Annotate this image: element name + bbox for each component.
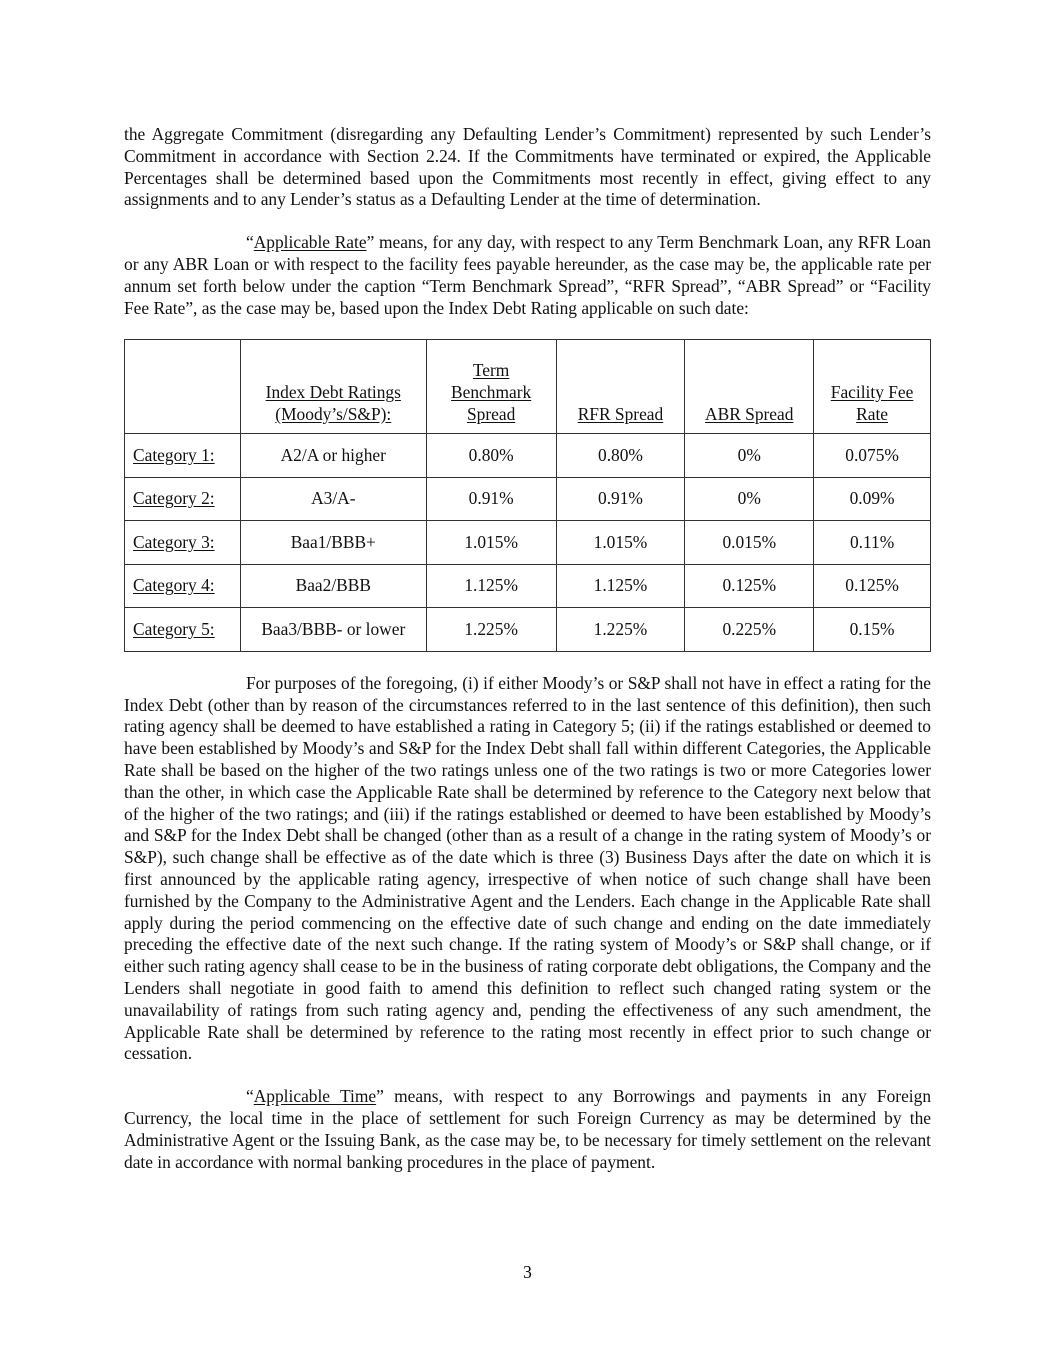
table-row	[125, 608, 931, 652]
facility-fee-cell: 0.09%	[814, 477, 931, 521]
facility-fee-cell: 0.075%	[814, 434, 931, 478]
rating-cell: A3/A-	[240, 477, 426, 521]
header-term-line1: Term	[472, 359, 510, 380]
header-abr-spread	[685, 340, 814, 434]
paragraph-applicable-percentage-continuation: the Aggregate Commitment (disregarding any Defaulting Lender’s Commitment) represented by such Lender’s Commitment in accordance with Section 2.24. If the Commitments have terminated or expired, the Applicable Percentages shall be determined based upon the Commitments most recently in effect, giving effect to any assignments and to any Lender’s status as a Defaulting Lender at the time of determination.	[124, 124, 931, 210]
open-quote: “	[246, 1086, 254, 1107]
table-row	[125, 521, 931, 565]
defined-term-applicable-time: Applicable Time	[253, 1086, 377, 1107]
abr-spread-cell: 0%	[685, 434, 814, 478]
header-fee-line1: Facility Fee	[830, 381, 914, 402]
abr-spread-cell: 0.015%	[685, 521, 814, 565]
header-index-debt-ratings	[240, 340, 426, 434]
paragraph-applicable-rate	[124, 232, 931, 319]
table-row	[125, 477, 931, 521]
category-cell	[125, 434, 241, 478]
rfr-spread-cell: 0.91%	[556, 477, 685, 521]
definition-text: ” means, for any day, with respect to any Term Benchmark Loan, any RFR Loan or any ABR Loan or with respect to the facility fees payable hereunder, as the case may be, the applicable rate per annum set forth below under the caption “Term Benchmark Spread”, “RFR Spread”, “ABR Spread” or “Facility Fee Rate”, as the case may be, based upon the Index Debt Rating applicable on such date:	[124, 232, 931, 318]
facility-fee-cell: 0.11%	[814, 521, 931, 565]
term-spread-cell: 0.91%	[426, 477, 556, 521]
term-spread-cell: 1.015%	[426, 521, 556, 565]
applicable-rate-table	[124, 339, 931, 652]
abr-spread-cell: 0.125%	[685, 564, 814, 608]
term-spread-cell: 1.125%	[426, 564, 556, 608]
rating-cell: Baa1/BBB+	[240, 521, 426, 565]
defined-term-applicable-rate: Applicable Rate	[253, 232, 367, 253]
category-cell	[125, 477, 241, 521]
rfr-spread-cell: 1.015%	[556, 521, 685, 565]
page-number: 3	[523, 1262, 532, 1282]
paragraph-applicable-time	[124, 1086, 931, 1173]
document-page	[124, 124, 931, 1173]
table-row	[125, 564, 931, 608]
header-fee-line2: Rate	[856, 403, 889, 424]
rfr-spread-cell: 1.225%	[556, 608, 685, 652]
abr-spread-cell: 0%	[685, 477, 814, 521]
rating-cell: Baa3/BBB- or lower	[240, 608, 426, 652]
header-blank	[125, 340, 241, 434]
term-spread-cell: 0.80%	[426, 434, 556, 478]
category-label: Category 4:	[133, 575, 215, 596]
facility-fee-cell: 0.15%	[814, 608, 931, 652]
definition-text: ” means, with respect to any Borrowings and payments in any Foreign Currency, the local time in the place of settlement for such Foreign Currency as may be determined by the Administrative Agent or the Issuing Bank, as the case may be, to be necessary for timely settlement on the relevant date in accordance with normal banking procedures in the place of payment.	[124, 1086, 932, 1172]
rating-cell: Baa2/BBB	[240, 564, 426, 608]
rfr-spread-cell: 0.80%	[556, 434, 685, 478]
abr-spread-cell: 0.225%	[685, 608, 814, 652]
rating-cell: A2/A or higher	[240, 434, 426, 478]
category-label: Category 2:	[133, 488, 215, 509]
table-header-row	[125, 340, 931, 434]
header-rfr-spread	[556, 340, 685, 434]
category-cell	[125, 564, 241, 608]
header-term-benchmark-spread	[426, 340, 556, 434]
header-term-line2: Benchmark	[451, 381, 532, 402]
header-abr-label: ABR Spread	[705, 403, 794, 424]
category-cell	[125, 608, 241, 652]
category-label: Category 5:	[133, 618, 215, 639]
category-label: Category 1:	[133, 444, 215, 465]
rfr-spread-cell: 1.125%	[556, 564, 685, 608]
term-spread-cell: 1.225%	[426, 608, 556, 652]
open-quote: “	[246, 232, 254, 253]
paragraph-rating-rules: For purposes of the foregoing, (i) if either Moody’s or S&P shall not have in effect a rating for the Index Debt (other than by reason of the circumstances referred to in the last sentence of this definition), then such rating agency shall be deemed to have established a rating in Category 5; (ii) if the ratings established or deemed to have been established by Moody’s and S&P for the Index Debt shall fall within different Categories, the Applicable Rate shall be based on the higher of the two ratings unless one of the two ratings is two or more Categories lower than the other, in which case the Applicable Rate shall be determined by reference to the Category next below that of the higher of the two ratings; and (iii) if the ratings established or deemed to have been established by Moody’s and S&P for the Index Debt shall be changed (other than as a result of a change in the rating system of Moody’s or S&P), such change shall be effective as of the date which is three (3) Business Days after the date on which it is first announced by the applicable rating agency, irrespective of when notice of such change shall have been furnished by the Company to the Administrative Agent and the Lenders. Each change in the Applicable Rate shall apply during the period commencing on the effective date of such change and ending on the date immediately preceding the effective date of the next such change. If the rating system of Moody’s or S&P shall change, or if either such rating agency shall cease to be in the business of rating corporate debt obligations, the Company and the Lenders shall negotiate in good faith to amend this definition to reflect such changed rating system or the unavailability of ratings from such rating agency and, pending the effectiveness of any such amendment, the Applicable Rate shall be determined by reference to the rating most recently in effect prior to such change or cessation.	[124, 672, 931, 1064]
category-label: Category 3:	[133, 531, 215, 552]
header-ratings-line1: Index Debt Ratings	[265, 381, 401, 402]
header-rfr-label: RFR Spread	[577, 403, 664, 424]
category-cell	[125, 521, 241, 565]
header-ratings-line2: (Moody’s/S&P):	[275, 403, 392, 424]
facility-fee-cell: 0.125%	[814, 564, 931, 608]
header-facility-fee-rate	[814, 340, 931, 434]
table-row	[125, 434, 931, 478]
header-term-line3: Spread	[466, 403, 516, 424]
